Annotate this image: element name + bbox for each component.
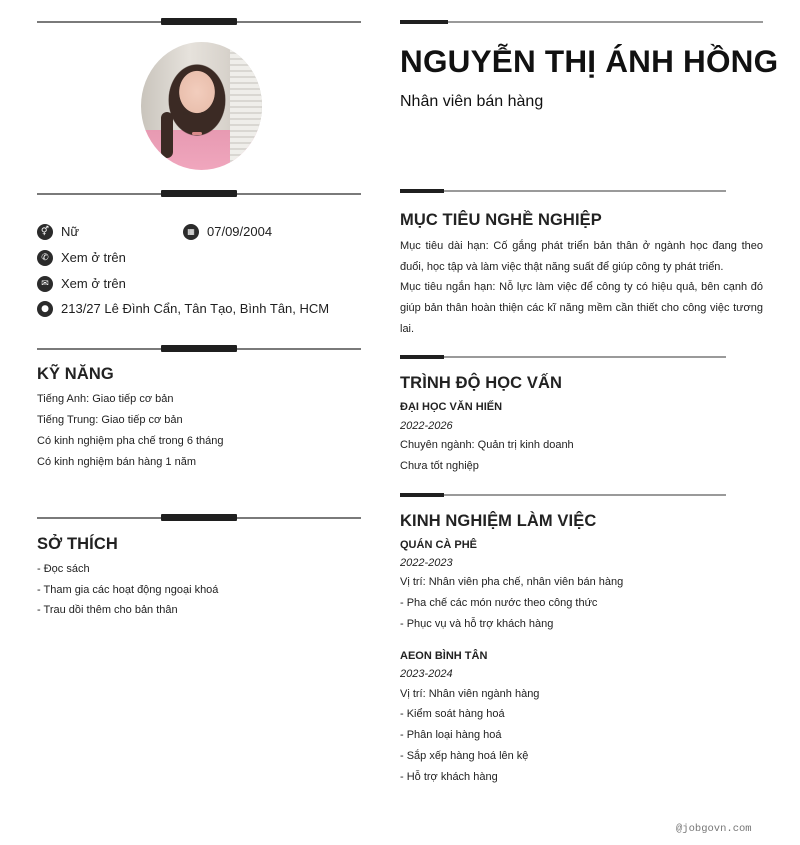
job-line: - Sắp xếp hàng hoá lên kệ	[400, 750, 529, 762]
gender-value: Nữ	[61, 224, 80, 239]
school-name: ĐẠI HỌC VĂN HIẾN	[400, 401, 503, 413]
calendar-icon: ▦	[183, 224, 199, 240]
education-title: TRÌNH ĐỘ HỌC VẤN	[400, 374, 563, 392]
skill-item: Có kinh nghiệm bán hàng 1 năm	[37, 456, 196, 468]
skills-title: KỸ NĂNG	[37, 365, 114, 383]
divider-experience	[400, 493, 726, 497]
phone-value: Xem ở trên	[61, 250, 126, 265]
company-name: QUÁN CÀ PHÊ	[400, 539, 478, 551]
gender-icon: ⚥	[37, 224, 53, 240]
candidate-name: NGUYỄN THỊ ÁNH HỒNG	[400, 43, 779, 79]
divider-objective	[400, 189, 726, 193]
skill-item: Tiếng Trung: Giao tiếp cơ bản	[37, 414, 183, 426]
job-period: 2022-2023	[400, 557, 453, 569]
divider-skills	[37, 345, 361, 353]
education-status: Chưa tốt nghiệp	[400, 460, 479, 472]
skill-item: Tiếng Anh: Giao tiếp cơ bản	[37, 393, 174, 405]
email-icon: ✉	[37, 276, 53, 292]
job-line: - Kiểm soát hàng hoá	[400, 708, 505, 720]
job-period: 2023-2024	[400, 668, 453, 680]
job-line: Vị trí: Nhân viên pha chế, nhân viên bán hàng	[400, 576, 624, 588]
experience-title: KINH NGHIỆM LÀM VIỆC	[400, 512, 597, 530]
job-line: - Phân loại hàng hoá	[400, 729, 502, 741]
divider-hobbies	[37, 514, 361, 522]
hobby-item: - Trau dồi thêm cho bản thân	[37, 604, 178, 616]
divider-top-left	[37, 18, 361, 26]
job-title: Nhân viên bán hàng	[400, 93, 544, 110]
job-line: - Hỗ trợ khách hàng	[400, 771, 498, 783]
objective-short-term: Mục tiêu ngắn hạn: Nỗ lực làm việc để công ty có hiệu quả, bên cạnh đó giúp bản thân hoàn thiện các kĩ năng mềm cần thiết cho công việc tương lai.	[400, 281, 763, 335]
birthday-value: 07/09/2004	[207, 224, 273, 239]
skill-item: Có kinh nghiệm pha chế trong 6 tháng	[37, 435, 224, 447]
objective-long-term: Mục tiêu dài hạn: Cố gắng phát triển bản thân ở ngành học đang theo đuổi, học tập và làm việc thật năng suất để giúp công ty phát triển.	[400, 240, 763, 273]
objective-text	[400, 236, 763, 340]
watermark: @jobgovn.com	[676, 823, 752, 835]
education-period: 2022-2026	[400, 420, 453, 432]
objective-title: MỤC TIÊU NGHỀ NGHIỆP	[400, 211, 602, 229]
address-value: 213/27 Lê Đình Cẩn, Tân Tạo, Bình Tân, HCM	[61, 301, 330, 316]
job-line: - Pha chế các món nước theo công thức	[400, 597, 598, 609]
divider-education	[400, 355, 726, 359]
avatar	[141, 42, 262, 170]
phone-icon: ✆	[37, 250, 53, 266]
job-line: - Phục vụ và hỗ trợ khách hàng	[400, 618, 554, 630]
hobbies-title: SỞ THÍCH	[37, 535, 118, 553]
divider-name	[400, 20, 763, 24]
hobby-item: - Tham gia các hoạt động ngoại khoá	[37, 584, 219, 596]
hobby-item: - Đọc sách	[37, 563, 90, 575]
location-icon: ●	[37, 301, 53, 317]
job-line: Vị trí: Nhân viên ngành hàng	[400, 688, 540, 700]
education-major: Chuyên ngành: Quản trị kinh doanh	[400, 439, 574, 451]
email-value: Xem ở trên	[61, 276, 126, 291]
divider-below-avatar	[37, 190, 361, 198]
company-name: AEON BÌNH TÂN	[400, 650, 488, 662]
